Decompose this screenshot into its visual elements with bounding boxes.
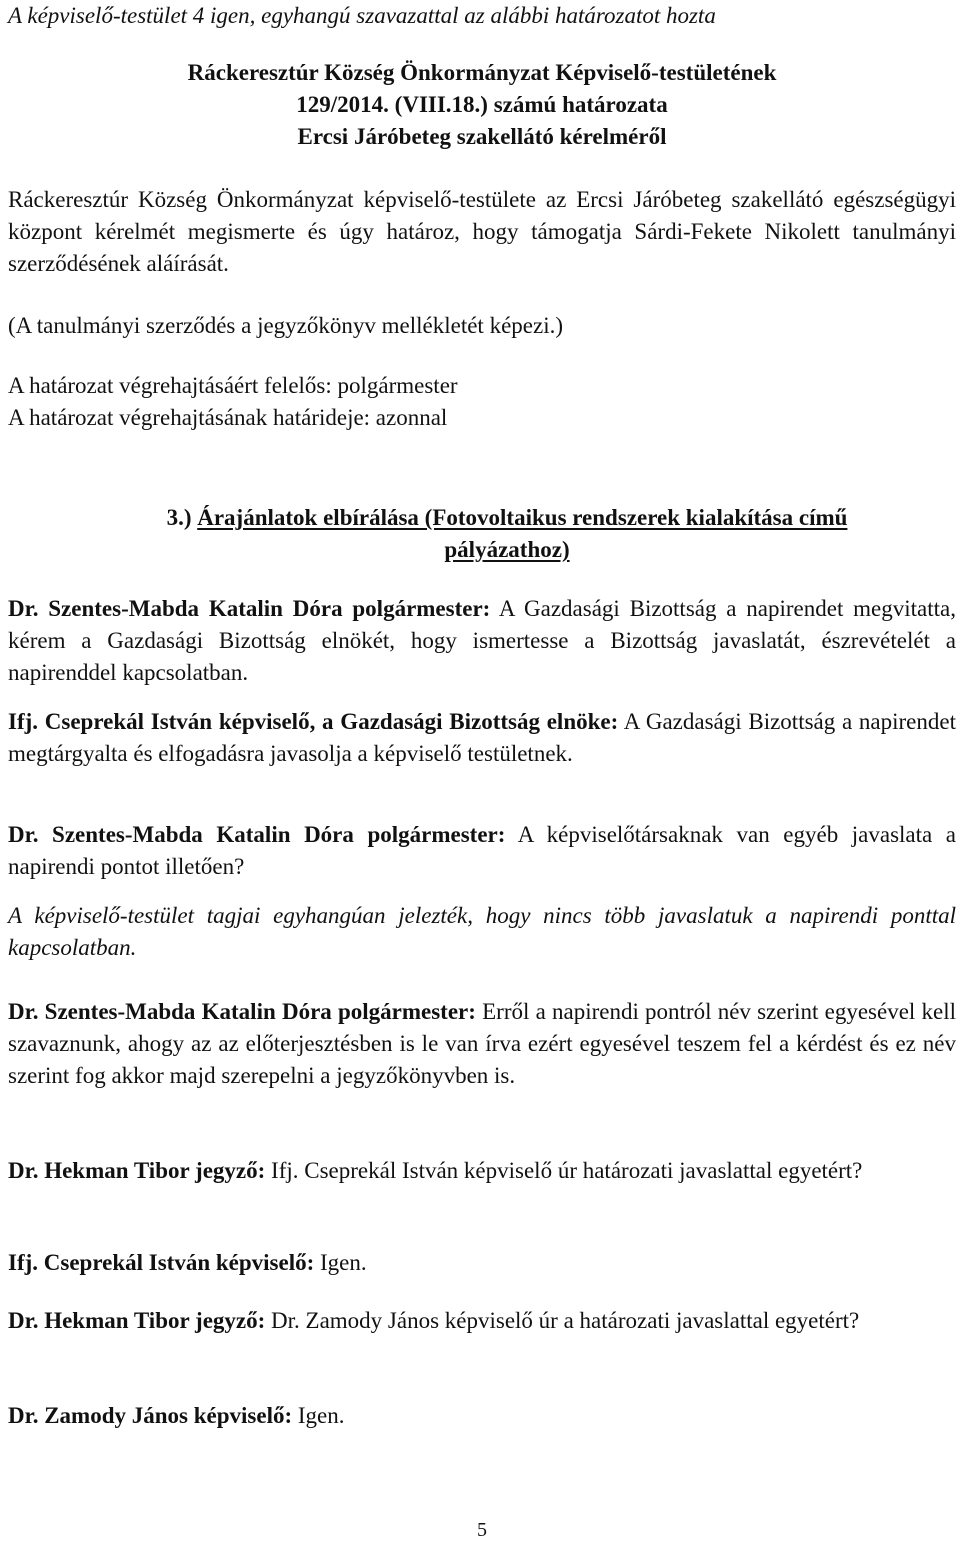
minutes-entry	[8, 1305, 956, 1337]
agenda-item-number: 3.)	[166, 505, 192, 530]
speech-text: A képviselőtársaknak van egyéb javaslata a napirendi pontot illetően?	[8, 822, 957, 879]
resolution-title-block	[8, 57, 956, 153]
annex-note: (A tanulmányi szerződés a jegyzőkönyv mellékletét képezi.)	[8, 313, 563, 338]
vote-intro: A képviselő-testület 4 igen, egyhangú szavazattal az alábbi határozatot hozta	[8, 3, 716, 28]
responsible-line: A határozat végrehajtásáért felelős: polgármester	[8, 373, 458, 398]
speaker-name: Dr. Szentes-Mabda Katalin Dóra polgármester:	[8, 596, 491, 621]
minutes-entry	[8, 593, 956, 689]
speaker-name: Dr. Zamody János képviselő:	[8, 1403, 293, 1428]
speaker-name: Dr. Szentes-Mabda Katalin Dóra polgármester:	[8, 822, 506, 847]
speech-text: A Gazdasági Bizottság a napirendet megtárgyalta és elfogadásra javasolja a képviselő testületnek.	[8, 709, 956, 766]
minutes-entry	[8, 1247, 956, 1279]
minutes-entry	[8, 1400, 956, 1432]
resolution-body: Ráckeresztúr Község Önkormányzat képviselő-testülete az Ercsi Járóbeteg szakellátó egészségügyi központ kérelmét megismerte és úgy határoz, hogy támogatja Sárdi-Fekete Nikolett tanulmányi szerződésének aláírását.	[8, 187, 956, 276]
speech-text: A Gazdasági Bizottság a napirendet megvitatta, kérem a Gazdasági Bizottság elnökét, hogy ismertesse a Bizottság javaslatát, észrevételét a napirenddel kapcsolatban.	[8, 596, 956, 685]
minutes-entry	[8, 706, 956, 770]
speaker-name: Ifj. Cseprekál István képviselő:	[8, 1250, 315, 1275]
minutes-entry	[8, 996, 956, 1092]
deadline-line: A határozat végrehajtásának határideje: azonnal	[8, 405, 448, 430]
agenda-item-title-line1: Árajánlatok elbírálása (Fotovoltaikus rendszerek kialakítása című	[197, 505, 848, 530]
minutes-entry	[8, 1155, 956, 1187]
speech-text: Ifj. Cseprekál István képviselő úr határozati javaslattal egyetért?	[265, 1158, 863, 1183]
speech-text: Igen.	[314, 1250, 367, 1275]
document-page	[8, 0, 957, 1541]
agenda-item-title-line2: pályázathoz)	[444, 537, 570, 562]
resolution-footer	[8, 370, 956, 434]
speech-text: Erről a napirendi pontról név szerint egyesével kell szavaznunk, ahogy az az előterjesztésben is le van írva ezért egyesével teszem fel a kérdést és ez név szerint fog akkor majd szerepelni a jegyzőkönyvben is.	[8, 999, 956, 1088]
speaker-name: Dr. Hekman Tibor jegyző:	[8, 1158, 266, 1183]
speech-text: Igen.	[292, 1403, 345, 1428]
agenda-item-heading	[8, 502, 956, 566]
resolution-title-line1: Ráckeresztúr Község Önkormányzat Képviselő-testületének	[187, 60, 777, 85]
minutes-entry	[8, 819, 956, 883]
resolution-title-line3: Ercsi Járóbeteg szakellátó kérelméről	[297, 124, 667, 149]
speaker-name: Ifj. Cseprekál István képviselő, a Gazdasági Bizottság elnöke:	[8, 709, 619, 734]
resolution-title-line2: 129/2014. (VIII.18.) számú határozata	[296, 92, 668, 117]
page-number: 5	[477, 1519, 487, 1541]
speaker-name: Dr. Hekman Tibor jegyző:	[8, 1308, 266, 1333]
speech-text: Dr. Zamody János képviselő úr a határozati javaslattal egyetért?	[265, 1308, 860, 1333]
speaker-name: Dr. Szentes-Mabda Katalin Dóra polgármester:	[8, 999, 476, 1024]
minutes-note: A képviselő-testület tagjai egyhangúan jelezték, hogy nincs több javaslatuk a napirendi ponttal kapcsolatban.	[8, 903, 956, 960]
